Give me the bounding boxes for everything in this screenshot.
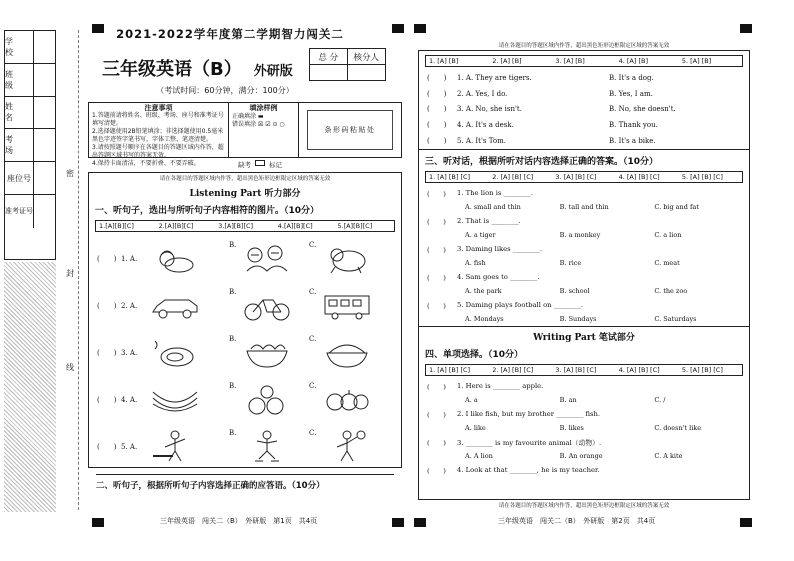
answer-choice[interactable]: 3. [A] [B] [C] (555, 365, 597, 374)
answer-warning-top: 请在各题目的答题区域内作答，超出黑色矩形边框限定区域的答案无效 (498, 43, 670, 49)
picture-question-2 (89, 282, 401, 329)
option-c: C. a lion (654, 230, 682, 239)
option-a: 5. A. It's Tom. (457, 137, 506, 146)
dialog-question (419, 298, 749, 312)
answer-paren[interactable]: ( ) (427, 410, 446, 419)
steak-icon (149, 335, 201, 371)
option-b: B. likes (559, 423, 584, 432)
question-number: 3. A. (121, 348, 138, 357)
option-b-label: B. (229, 428, 237, 437)
option-a: 3. A. No, she isn't. (457, 105, 522, 114)
question-stem: 1. The lion is ________. (457, 188, 533, 197)
score-table (309, 48, 386, 81)
section-2-title-left: 二、听句子，根据所听句子内容选择正确的应答语。（10分） (96, 474, 394, 491)
note-line: 1.答题前请将姓名、班级、考场、座号和准考证号填写清楚。 (92, 112, 224, 127)
answer-choice[interactable]: 5.[A][B][C] (337, 222, 373, 230)
option-a: A. A lion (465, 451, 493, 460)
dialog-question (419, 242, 749, 256)
option-b: B. school (559, 286, 590, 295)
apple-pear-icon (241, 382, 293, 418)
option-b-label: B. (229, 240, 237, 249)
absent-note: 标记 (269, 161, 282, 169)
answer-paren[interactable]: ( ) (427, 121, 447, 130)
answer-choice[interactable]: 3. [A] [B] (555, 57, 585, 65)
seal-word: 封 (66, 269, 74, 278)
answer-choice[interactable]: 4. [A] [B] [C] (618, 172, 660, 181)
option-b: B. tall and thin (559, 202, 609, 211)
answer-choice[interactable]: 2. [A] [B] [C] (492, 172, 534, 181)
exam-title: 2021-2022学年度第二学期智力闯关二 (116, 27, 344, 41)
writing-part-title: Writing Part 笔试部分 (533, 332, 635, 343)
picture-question-1 (89, 235, 401, 282)
option-b-label: B. (229, 381, 237, 390)
tiger-group-icon (241, 241, 293, 277)
option-b: B. a monkey (559, 230, 601, 239)
answer-paren[interactable]: ( ) (427, 105, 447, 114)
response-question (419, 133, 749, 149)
fill-wrong: 错误填涂 ☒ ☑ ⊙ ○ (232, 121, 285, 128)
section-3-answer-grid (425, 171, 743, 183)
corner-mark (92, 518, 104, 527)
answer-paren[interactable]: ( ) (427, 382, 446, 391)
section-2-answer-grid (425, 55, 743, 67)
fill-correct: 正确填涂 ▬ (232, 112, 264, 120)
footer-right: 三年级英语 闯关二（B） 外研版 第2页 共4页 (498, 517, 656, 525)
subject-title: 三年级英语（B） (102, 59, 242, 80)
answer-paren[interactable]: ( ) (427, 189, 446, 198)
field-exam-room[interactable] (5, 129, 55, 162)
options-row (419, 421, 749, 435)
option-c: C. Saturdays (654, 314, 697, 323)
option-b: B. rice (559, 258, 582, 267)
option-a: A. like (465, 423, 486, 432)
answer-choice[interactable]: 4. [A] [B] [C] (618, 365, 660, 374)
answer-choice[interactable]: 2. [A] [B] (492, 57, 522, 65)
choice-question (419, 379, 749, 393)
response-question (419, 117, 749, 133)
notes-title: 注意事项 (144, 104, 173, 112)
corner-mark (740, 518, 752, 527)
footer-left: 三年级英语 闯关二（B） 外研版 第1页 共4页 (160, 517, 318, 525)
page-1 (88, 26, 402, 516)
option-b: B. Thank you. (609, 121, 658, 130)
option-a: A. fish (465, 258, 486, 267)
question-stem: 2. That is ________. (457, 216, 521, 225)
options-row (419, 312, 749, 326)
answer-frame-left (88, 172, 402, 468)
student-info-box (4, 30, 56, 260)
seal-word: 密 (66, 169, 74, 178)
page-2 (418, 50, 750, 500)
answer-paren[interactable]: ( ) (427, 466, 446, 475)
option-b-label: B. (229, 334, 237, 343)
picture-question-4 (89, 376, 401, 423)
options-row (419, 449, 749, 463)
checker-cell[interactable] (347, 65, 385, 81)
note-line: 3.请按照题号顺序在各题目的答题区域内作答，超出答题区域书写的答案无效。 (92, 144, 224, 159)
answer-paren[interactable]: ( ) (427, 217, 446, 226)
section-3-title: 三、听对话，根据所听对话内容选择正确的答案。（10分） (425, 156, 659, 167)
options-row (419, 228, 749, 242)
rice-bowl-icon (321, 335, 373, 371)
question-number: 2. A. (121, 301, 138, 310)
question-number: 5. A. (121, 442, 138, 451)
bicycle-icon (241, 288, 293, 324)
field-school[interactable] (5, 31, 55, 64)
edition-label: 外研版 (253, 64, 293, 79)
listening-part-title: Listening Part 听力部分 (189, 189, 301, 199)
absent-label: 缺考 (238, 161, 251, 169)
answer-choice[interactable]: 1. [A] [B] [C] (429, 172, 471, 181)
dialog-question (419, 214, 749, 228)
option-c: C. doesn't like (654, 423, 702, 432)
section-1-title: 一、听句子，选出与所听句子内容相符的图片。（10分） (95, 206, 320, 216)
options-row (419, 284, 749, 298)
answer-paren[interactable]: ( ) (427, 273, 446, 282)
option-b: B. It's a dog. (609, 73, 654, 82)
option-c-label: C. (309, 287, 317, 296)
corner-mark (740, 24, 752, 33)
answer-choice[interactable]: 2.[A][B][C] (158, 222, 194, 230)
option-b: B. Yes, I am. (609, 89, 653, 98)
field-label: 准考证号 (5, 207, 33, 216)
question-stem: 4. Sam goes to ________. (457, 272, 540, 281)
section-4-answer-grid (425, 364, 743, 376)
answer-choice[interactable]: 4.[A][B][C] (277, 222, 313, 230)
option-b: B. An orange (559, 451, 603, 460)
field-label: 姓 名 (5, 102, 19, 123)
absent-checkbox[interactable] (255, 160, 265, 166)
section-1-answer-grid (95, 220, 395, 232)
answer-paren[interactable]: ( ) (97, 348, 117, 357)
field-seat[interactable] (5, 162, 55, 195)
answer-paren[interactable]: ( ) (427, 73, 447, 82)
question-number: 4. A. (121, 395, 138, 404)
answer-paren[interactable]: ( ) (97, 254, 117, 263)
question-stem: 4. Look at that ________, he is my teacher. (457, 465, 600, 474)
answer-paren[interactable]: ( ) (97, 395, 117, 404)
option-a: A. small and thin (465, 202, 521, 211)
basketball-icon (321, 429, 373, 465)
answer-paren[interactable]: ( ) (427, 438, 446, 447)
barcode-area: 条形码粘贴处 (307, 110, 393, 150)
question-stem: 3. ________ is my favourite animal（动物）. (457, 438, 602, 447)
answer-paren[interactable]: ( ) (427, 89, 447, 98)
choice-question (419, 435, 749, 449)
corner-mark (92, 24, 104, 33)
fill-sample-title: 填涂样例 (249, 104, 278, 112)
noodles-icon (241, 335, 293, 371)
corner-mark (392, 518, 404, 527)
question-stem: 5. Daming plays football on ________. (457, 300, 584, 309)
answer-choice[interactable]: 5. [A] [B] [C] (681, 172, 723, 181)
corner-mark (414, 24, 426, 33)
answer-choice[interactable]: 4. [A] [B] (618, 57, 648, 65)
note-line: 4.保持卡面清洁，不要折叠、不要弄破。 (92, 160, 200, 167)
dialog-question (419, 270, 749, 284)
option-a: A. a (465, 395, 478, 404)
field-label: 考 场 (5, 135, 19, 156)
answer-warning-bottom: 请在各题目的答题区域内作答，超出黑色矩形边框限定区域的答案无效 (498, 503, 670, 509)
answer-paren[interactable]: ( ) (427, 137, 447, 146)
options-row (419, 200, 749, 214)
option-a: A. Mondays (465, 314, 504, 323)
pingpong-icon (149, 429, 201, 465)
corner-mark (414, 518, 426, 527)
lion-icon (149, 241, 201, 277)
bus-icon (321, 288, 373, 324)
option-a: 4. A. It's a desk. (457, 121, 514, 130)
option-c: C. meat (654, 258, 680, 267)
response-question (419, 70, 749, 86)
answer-choice[interactable]: 3. [A] [B] [C] (555, 172, 597, 181)
answer-paren[interactable]: ( ) (427, 245, 446, 254)
choice-question (419, 407, 749, 421)
answer-choice[interactable]: 1.[A][B][C] (99, 222, 134, 230)
answer-choice[interactable]: 1. [A] [B] (429, 57, 459, 65)
option-c-label: C. (309, 428, 317, 437)
option-b: B. an (559, 395, 577, 404)
answer-warning: 请在各题目的答题区域内作答，超出黑色矩形边框限定区域的答案无效 (159, 176, 331, 182)
skater-icon (241, 429, 293, 465)
answer-paren[interactable]: ( ) (427, 301, 446, 310)
field-label: 学 校 (5, 36, 19, 57)
answer-choice[interactable]: 5. [A] [B] [C] (681, 365, 723, 374)
section-4-title: 四、单项选择。（10分） (425, 349, 524, 360)
score-header: 总 分 (309, 49, 347, 65)
option-c-label: C. (309, 240, 317, 249)
options-row (419, 256, 749, 270)
response-question (419, 86, 749, 102)
dialog-question (419, 186, 749, 200)
option-c-label: C. (309, 381, 317, 390)
question-stem: 2. I like fish, but my brother ________ fish. (457, 409, 601, 418)
option-c: C. A kite (654, 451, 683, 460)
question-number: 1. A. (121, 254, 138, 263)
question-stem: 3. Daming likes ________. (457, 244, 543, 253)
apples-icon (321, 382, 373, 418)
picture-question-3 (89, 329, 401, 376)
seal-word: 线 (66, 363, 74, 372)
option-c: C. the zoo (654, 286, 688, 295)
option-a: A. a tiger (465, 230, 496, 239)
field-label: 座位号 (7, 173, 31, 183)
option-b: B. Sundays (559, 314, 597, 323)
answer-paren[interactable]: ( ) (97, 442, 117, 451)
total-score-cell[interactable] (309, 65, 347, 81)
option-a: A. the park (465, 286, 502, 295)
option-a: 2. A. Yes, I do. (457, 89, 508, 98)
field-label: 班 级 (5, 69, 19, 90)
response-question (419, 102, 749, 118)
hippo-icon (321, 241, 373, 277)
choice-question (419, 463, 749, 477)
answer-choice[interactable]: 2. [A] [B] [C] (492, 365, 534, 374)
option-c-label: C. (309, 334, 317, 343)
field-admission[interactable] (5, 195, 55, 228)
note-line: 2.选择题使用2B铅笔填涂；非选择题使用0.5毫米黑色字迹签字笔书写，字体工整、笔迹清楚。 (92, 128, 224, 143)
options-row (419, 393, 749, 407)
bananas-icon (149, 382, 201, 418)
field-name[interactable] (5, 97, 55, 130)
option-c: C. / (654, 395, 666, 404)
exam-info: （考试时间：60分钟，满分：100分） (156, 86, 294, 95)
answer-choice[interactable]: 3.[A][B][C] (218, 222, 254, 230)
answer-choice[interactable]: 1. [A] [B] [C] (429, 365, 471, 374)
option-b: B. It's a bike. (609, 137, 656, 146)
picture-question-5 (89, 423, 401, 470)
option-c: C. big and fat (654, 202, 699, 211)
checker-header: 核分人 (347, 49, 385, 65)
answer-paren[interactable]: ( ) (97, 301, 117, 310)
question-stem: 1. Here is ________ apple. (457, 381, 544, 390)
answer-choice[interactable]: 5. [A] [B] (681, 57, 712, 65)
option-b-label: B. (229, 287, 237, 296)
option-a: 1. A. They are tigers. (457, 73, 532, 82)
seal-line (78, 30, 79, 510)
car-icon (149, 288, 201, 324)
corner-mark (392, 24, 404, 33)
option-b: B. No, she doesn't. (609, 105, 676, 114)
binding-hatch (4, 262, 56, 512)
